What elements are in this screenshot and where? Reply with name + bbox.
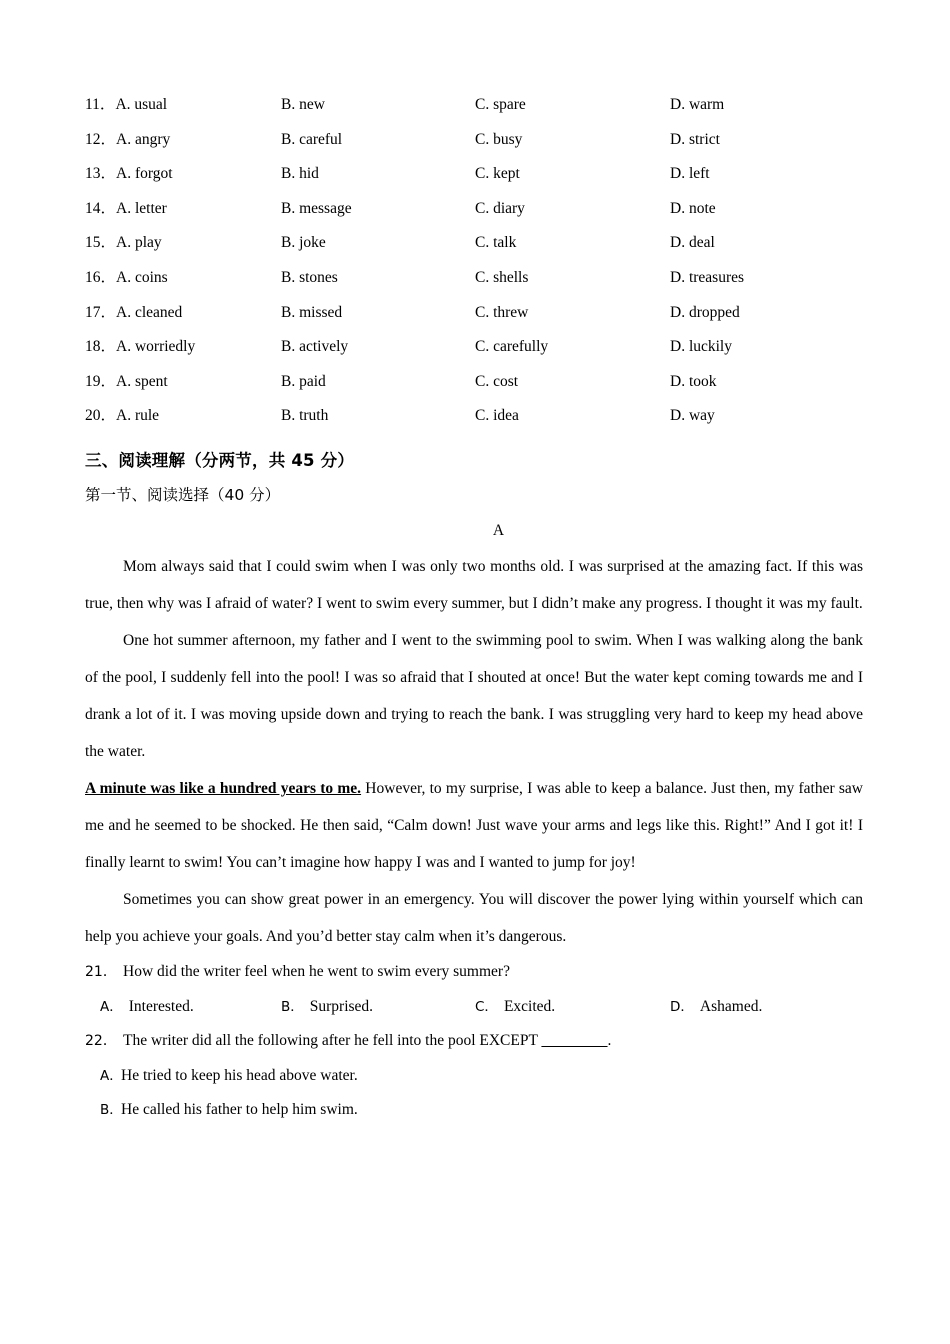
cloze-option-a[interactable] [85, 399, 159, 434]
cloze-option-c[interactable]: C. idea [475, 407, 519, 425]
passage-paragraph: One hot summer afternoon, my father and I went to the swimming pool to swim. When I was walking along the bank of the pool, I suddenly fell into the pool! I was so afraid that I shouted at once! But the water kept coming towards me and I drank a lot of it. I was moving upside down and trying to reach the bank. I was struggling very hard to keep my head above the water. [85, 631, 863, 760]
question-stem [85, 955, 862, 990]
question-option[interactable] [85, 1093, 862, 1128]
question-option[interactable] [670, 990, 762, 1025]
question-option[interactable] [475, 990, 555, 1025]
highlighted-paragraph-rest: However, to my surprise, I was able to keep a balance. Just then, my father saw me and he seemed to be shocked. He then said, “Calm down! Just wave your arms and legs like this. Right!” And I got it! I finally learnt to swim! You can’t imagine how happy I was and I wanted to jump for joy! [85, 779, 863, 871]
cloze-row [85, 157, 862, 192]
cloze-options-block [85, 88, 862, 434]
cloze-option-c[interactable]: C. talk [475, 234, 517, 252]
option-letter: A． [100, 998, 123, 1015]
cloze-option-a[interactable] [85, 365, 168, 400]
cloze-option-a-text: A. angry [116, 130, 171, 148]
passage-label: A [492, 521, 505, 539]
question-number: 21． [85, 963, 117, 980]
cloze-option-d[interactable]: D. deal [670, 234, 715, 252]
question-text: The writer did all the following after he fell into the pool EXCEPT [123, 1032, 542, 1050]
cloze-option-a-text: A. rule [116, 407, 160, 425]
question-number: 22． [85, 1033, 117, 1050]
option-letter: A． [100, 1067, 123, 1084]
cloze-option-b[interactable]: B. missed [281, 303, 343, 321]
passage-paragraph: Sometimes you can show great power in an emergency. You will discover the power lying within yourself which can help you achieve your goals. And you’d better stay calm when it’s dangerous. [85, 890, 863, 945]
answer-blank[interactable]: ________ [541, 1032, 608, 1050]
option-letter: B． [281, 998, 304, 1015]
cloze-option-a-text: A. spent [116, 372, 168, 390]
cloze-item-number: 14． [85, 199, 117, 217]
cloze-option-a[interactable] [85, 123, 170, 158]
cloze-option-c[interactable]: C. shells [475, 268, 529, 286]
cloze-option-a[interactable] [85, 88, 167, 123]
section-subheading: 第一节、阅读选择（40 分） [85, 485, 281, 504]
cloze-item-number: 18． [85, 338, 117, 356]
cloze-option-b[interactable]: B. paid [281, 372, 326, 390]
cloze-option-d[interactable]: D. dropped [670, 303, 740, 321]
cloze-option-b[interactable]: B. hid [281, 165, 319, 183]
cloze-row [85, 192, 862, 227]
passage-paragraph-highlighted [85, 770, 863, 881]
cloze-option-c[interactable]: C. kept [475, 165, 520, 183]
cloze-item-number: 11． [85, 96, 116, 113]
option-text: Surprised. [309, 997, 374, 1015]
cloze-option-a-text: A. forgot [116, 165, 173, 183]
cloze-option-b[interactable]: B. joke [281, 234, 326, 252]
question-text-tail: . [607, 1032, 612, 1050]
cloze-option-c[interactable]: C. diary [475, 199, 525, 217]
cloze-row [85, 296, 862, 331]
cloze-item-number: 20． [85, 407, 117, 425]
cloze-row [85, 88, 862, 123]
option-letter: B． [100, 1102, 123, 1119]
cloze-item-number: 13． [85, 165, 117, 183]
cloze-option-a-text: A. letter [116, 199, 167, 217]
cloze-item-number: 19． [85, 372, 117, 390]
option-text: He called his father to help him swim. [121, 1101, 358, 1119]
option-text: Interested. [128, 997, 194, 1015]
option-letter: C． [475, 998, 498, 1015]
cloze-option-b[interactable]: B. stones [281, 268, 338, 286]
cloze-row [85, 226, 862, 261]
cloze-option-c[interactable]: C. cost [475, 372, 519, 390]
cloze-option-a[interactable] [85, 261, 168, 296]
cloze-item-number: 17． [85, 303, 117, 321]
cloze-option-d[interactable]: D. left [670, 165, 710, 183]
section-heading: 三、阅读理解（分两节，共 45 分） [85, 450, 355, 470]
cloze-option-b[interactable]: B. message [281, 199, 352, 217]
cloze-option-a-text: A. worriedly [116, 338, 196, 356]
cloze-option-d[interactable]: D. took [670, 372, 717, 390]
option-text: Excited. [503, 997, 556, 1015]
question-stem [85, 1024, 862, 1059]
cloze-option-c[interactable]: C. carefully [475, 338, 549, 356]
cloze-option-c[interactable]: C. threw [475, 303, 529, 321]
cloze-row [85, 365, 862, 400]
cloze-option-a[interactable] [85, 330, 195, 365]
cloze-option-a-text: A. usual [115, 96, 168, 113]
cloze-option-d[interactable]: D. strict [670, 130, 720, 148]
cloze-item-number: 16． [85, 268, 117, 286]
cloze-option-b[interactable]: B. new [281, 96, 325, 113]
cloze-option-d[interactable]: D. luckily [670, 338, 732, 356]
cloze-option-c[interactable]: C. busy [475, 130, 523, 148]
cloze-option-a-text: A. coins [116, 268, 168, 286]
cloze-option-a[interactable] [85, 157, 173, 192]
question-option[interactable] [85, 1059, 862, 1094]
cloze-row [85, 261, 862, 296]
cloze-option-d[interactable]: D. warm [670, 96, 725, 113]
question-option[interactable] [281, 990, 373, 1025]
cloze-option-b[interactable]: B. truth [281, 407, 329, 425]
option-text: He tried to keep his head above water. [121, 1066, 358, 1084]
question-option[interactable] [100, 990, 194, 1025]
cloze-row [85, 399, 862, 434]
highlighted-sentence: A minute was like a hundred years to me. [85, 779, 362, 797]
cloze-row [85, 330, 862, 365]
cloze-option-b[interactable]: B. careful [281, 130, 343, 148]
cloze-option-a[interactable] [85, 296, 182, 331]
cloze-option-a[interactable] [85, 192, 167, 227]
cloze-option-d[interactable]: D. way [670, 407, 715, 425]
cloze-option-d[interactable]: D. treasures [670, 268, 745, 286]
question-options-row [85, 990, 862, 1025]
option-text: Ashamed. [699, 997, 763, 1015]
question-text: How did the writer feel when he went to swim every summer? [123, 962, 510, 980]
option-letter: D． [670, 998, 694, 1015]
cloze-item-number: 12． [85, 130, 117, 148]
cloze-option-b[interactable]: B. actively [281, 338, 349, 356]
cloze-item-number: 15． [85, 234, 117, 252]
cloze-row [85, 123, 862, 158]
cloze-option-d[interactable]: D. note [670, 199, 716, 217]
cloze-option-a-text: A. cleaned [116, 303, 183, 321]
passage-paragraph: Mom always said that I could swim when I was only two months old. I was surprised at the amazing fact. If this was true, then why was I afraid of water? I went to swim every summer, but I didn’t make any progress. I thought it was my fault. [85, 557, 863, 612]
cloze-option-a-text: A. play [116, 234, 162, 252]
cloze-option-c[interactable]: C. spare [475, 96, 526, 113]
cloze-option-a[interactable] [85, 226, 162, 261]
